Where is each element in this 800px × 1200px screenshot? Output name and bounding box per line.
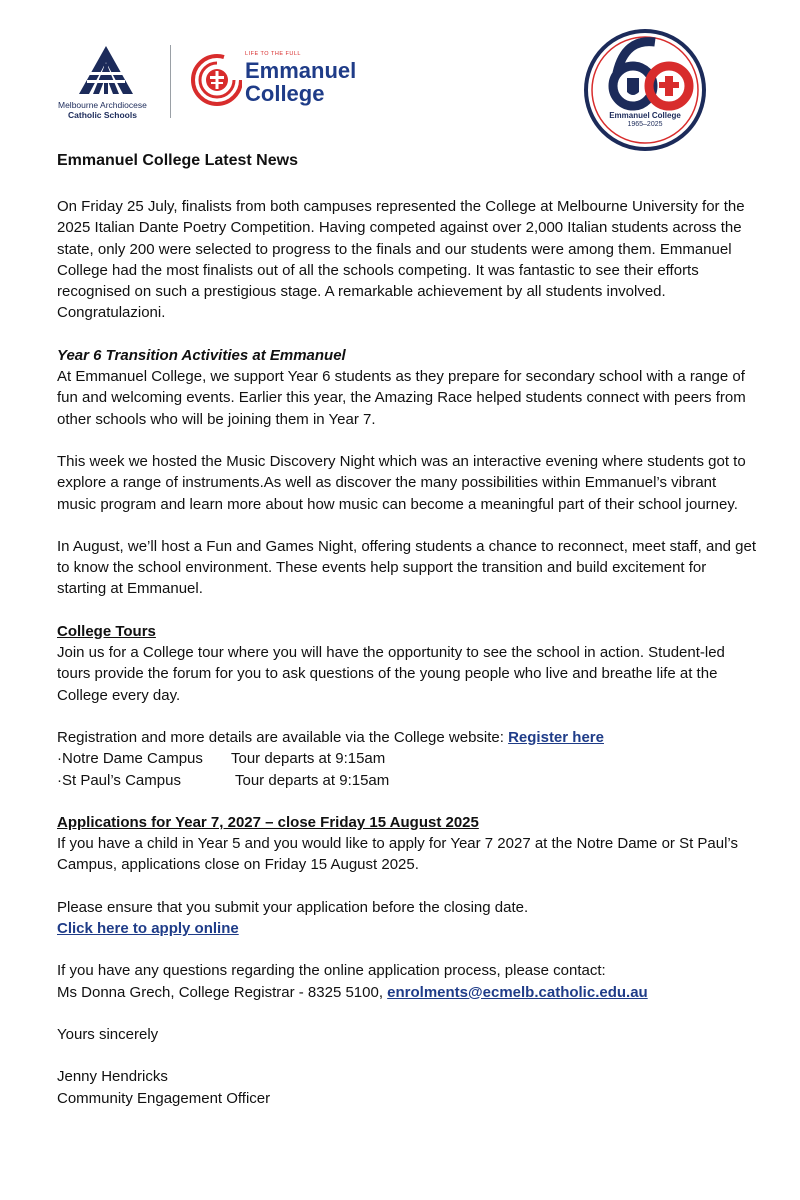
- enrolments-email-link[interactable]: enrolments@ecmelb.catholic.edu.au: [387, 983, 648, 1001]
- macs-line1: Melbourne Archdiocese: [58, 100, 147, 110]
- registration-line: [57, 727, 757, 748]
- ec-swirl-icon: [190, 50, 242, 110]
- spacer: [57, 706, 757, 727]
- campus-tour-time: Tour departs at 9:15am: [235, 771, 390, 789]
- macs-line2: Catholic Schools: [68, 110, 137, 120]
- signatory-name: Jenny Hendricks: [57, 1068, 168, 1086]
- seal-caption: [583, 111, 707, 129]
- tours-paragraph: Join us for a College tour where you will have the opportunity to see the school in action. Student-led tours provide the forum for you to ask questions of the young people who live and breathe life at the College every day.: [57, 644, 725, 704]
- macs-emblem-icon: [75, 44, 137, 96]
- contact-text: Ms Donna Grech, College Registrar - 8325 5100,: [57, 983, 388, 1001]
- signatory-role: Community Engagement Officer: [57, 1089, 271, 1107]
- newsletter-body: [57, 150, 757, 1109]
- spacer: [57, 172, 757, 196]
- campus-name: ·Notre Dame Campus: [57, 750, 203, 768]
- transition-heading: Year 6 Transition Activities at Emmanuel: [57, 346, 346, 364]
- anniversary-seal: [583, 28, 707, 152]
- transition-paragraph-1: At Emmanuel College, we support Year 6 students as they prepare for secondary school with a range of fun and welcoming events. Earlier this year, the Amazing Race helped students connect with peers from other schools who will be joining them in Year 7.: [57, 368, 746, 428]
- ec-name: [245, 59, 356, 105]
- spacer: [57, 939, 757, 960]
- macs-logo: [58, 44, 158, 122]
- spacer: [57, 324, 757, 345]
- tours-heading: College Tours: [57, 622, 156, 640]
- seal-line1: Emmanuel College: [609, 111, 681, 120]
- emmanuel-college-logo: [190, 48, 357, 112]
- page-title: Emmanuel College Latest News: [57, 152, 298, 169]
- spacer: [57, 1003, 757, 1024]
- registration-text: Registration and more details are available via the College website:: [57, 728, 509, 746]
- applications-paragraph-1: If you have a child in Year 5 and you would like to apply for Year 7 2027 at the Notre Dame or St Paul’s Campus, applications close on Friday 15 August 2025.: [57, 835, 738, 874]
- spacer: [57, 1045, 757, 1066]
- seal-emblem-icon: [583, 28, 707, 152]
- letterhead: [0, 0, 800, 160]
- transition-paragraph-3: In August, we’ll host a Fun and Games Night, offering students a chance to reconnect, meet staff, and get to know the school environment. These events help support the transition and build excitement for starting at Emmanuel.: [57, 537, 757, 598]
- register-link[interactable]: Register here: [508, 728, 604, 746]
- campus-row: [57, 770, 757, 791]
- campus-name: ·St Paul’s Campus: [57, 771, 181, 789]
- spacer: [57, 791, 757, 812]
- ec-name-line2: College: [245, 81, 325, 106]
- spacer: [57, 876, 757, 897]
- spacer: [57, 430, 757, 451]
- ec-tagline: LIFE TO THE FULL: [245, 51, 301, 57]
- apply-online-link[interactable]: Click here to apply online: [57, 920, 239, 938]
- contact-line: [57, 982, 757, 1003]
- closing-salutation: Yours sincerely: [57, 1025, 159, 1043]
- campus-tour-time: Tour departs at 9:15am: [231, 750, 386, 768]
- intro-paragraph: On Friday 25 July, finalists from both campuses represented the College at Melbourne University for the 2025 Italian Dante Poetry Competition. Having competed against over 2,000 Italian students across the state, only 200 were selected to progress to the finals and our students were among them. Emmanuel College had the most finalists out of all the schools competing. It was fantastic to see their efforts recognised on such a prestigious stage. A remarkable achievement by all students involved. Congratulazioni.: [57, 198, 745, 322]
- transition-paragraph-2: This week we hosted the Music Discovery Night which was an interactive evening where students got to explore a range of instruments.As well as discover the many possibilities within Emmanuel’s vibrant music program and learn more about how music can become a meaningful part of their school journey.: [57, 452, 746, 513]
- campus-row: [57, 748, 757, 769]
- applications-paragraph-3: If you have any questions regarding the online application process, please contact:: [57, 962, 606, 980]
- applications-heading: Applications for Year 7, 2027 – close Friday 15 August 2025: [57, 813, 479, 831]
- ec-name-line1: Emmanuel: [245, 58, 357, 83]
- seal-line2: 1965–2025: [627, 121, 663, 128]
- macs-wordmark: [58, 100, 158, 120]
- spacer: [57, 600, 757, 621]
- logo-divider: [170, 45, 171, 118]
- applications-paragraph-2: Please ensure that you submit your application before the closing date.: [57, 898, 529, 916]
- spacer: [57, 515, 757, 536]
